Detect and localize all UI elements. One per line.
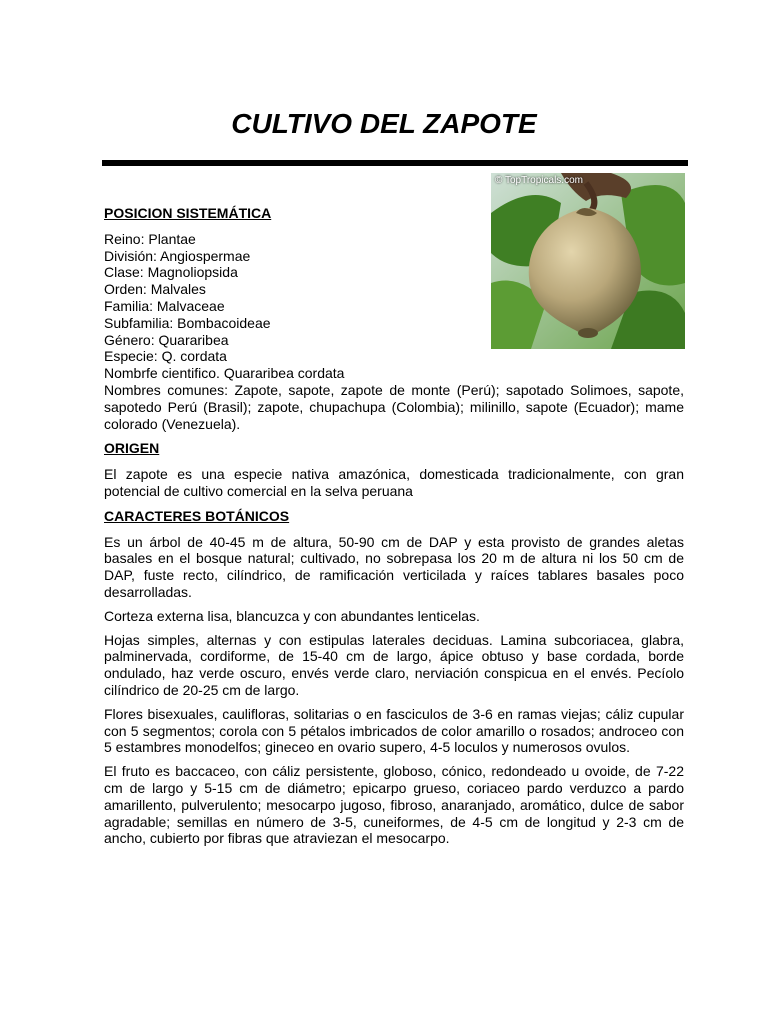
document-body — [104, 205, 684, 854]
heading-posicion-sistematica: POSICION SISTEMÁTICA — [104, 205, 272, 221]
taxonomy-reino: Reino: Plantae — [104, 230, 196, 247]
heading-caracteres-botanicos: CARACTERES BOTÁNICOS — [104, 507, 290, 524]
title-divider — [102, 160, 688, 166]
botanical-paragraph-flowers: Flores bisexuales, caulifloras, solitarias o en fasciculos de 3-6 en ramas viejas; cáliz cupular con 5 segmentos; corola con 5 pétalos imbricados de color amarillo o rosados; androceo con 5 estambres monodelfos; gineceo en ovario supero, 4-5 loculos y numerosos ovulos. — [104, 705, 684, 756]
botanical-paragraph-leaves: Hojas simples, alternas y con estipulas laterales deciduas. Lamina subcoriacea, glabra, palminervada, cordiforme, de 15-40 cm de largo, ápice obtuso y base cordada, borde ondulado, haz verde oscuro, envés verde claro, nerviación conspicua en el envés. Pecíolo cilíndrico de 20-25 cm de largo. — [104, 631, 684, 698]
taxonomy-nombre-cientifico: Nombrfe cientifico. Quararibea cordata — [104, 365, 345, 382]
heading-origen: ORIGEN — [104, 440, 160, 457]
taxonomy-division: División: Angiospermae — [104, 247, 251, 264]
botanical-paragraph-tree: Es un árbol de 40-45 m de altura, 50-90 cm de DAP y esta provisto de grandes aletas basales en el bosque natural; cultivado, no sobrepasa los 20 m de altura ni los 50 cm de DAP, fuste recto, cilíndrico, de ramificación verticilada y raíces tablares basales poco desarrolladas. — [104, 533, 684, 600]
taxonomy-especie: Especie: Q. cordata — [104, 348, 227, 365]
taxonomy-subfamilia: Subfamilia: Bombacoideae — [104, 314, 271, 331]
image-watermark: © TopTropicals.com — [495, 175, 583, 186]
botanical-paragraph-fruit: El fruto es baccaceo, con cáliz persistente, globoso, cónico, redondeado u ovoide, de 7-22 cm de largo y 5-15 cm de diámetro; epicarpo grueso, coriaceo pardo verduzco a pardo amarillento, pulverulento; mesocarpo jugoso, fibroso, anaranjado, aromático, dulce de sabor agradable; semillas en número de 3-5, cuneiformes, de 4-5 cm de longitud y 2-3 cm de ancho, cubierto por fibras que atraviezan el mesocarpo. — [104, 763, 684, 847]
taxonomy-genero: Género: Quararibea — [104, 331, 229, 348]
taxonomy-clase: Clase: Magnoliopsida — [104, 264, 238, 281]
origen-paragraph: El zapote es una especie nativa amazónica, domesticada tradicionalmente, con gran potencial de cultivo comercial en la selva peruana — [104, 466, 684, 499]
common-names-paragraph: Nombres comunes: Zapote, sapote, zapote de monte (Perú); sapotado Solimoes, sapote, sapotedo Perú (Brasil); zapote, chupachupa (Colombia); milinillo, sapote (Ecuador); mame colorado (Venezuela). — [104, 381, 684, 432]
taxonomy-familia: Familia: Malvaceae — [104, 297, 225, 314]
botanical-paragraph-bark: Corteza externa lisa, blancuzca y con abundantes lenticelas. — [104, 607, 480, 624]
taxonomy-orden: Orden: Malvales — [104, 281, 206, 298]
page-title: CULTIVO DEL ZAPOTE — [231, 108, 537, 139]
